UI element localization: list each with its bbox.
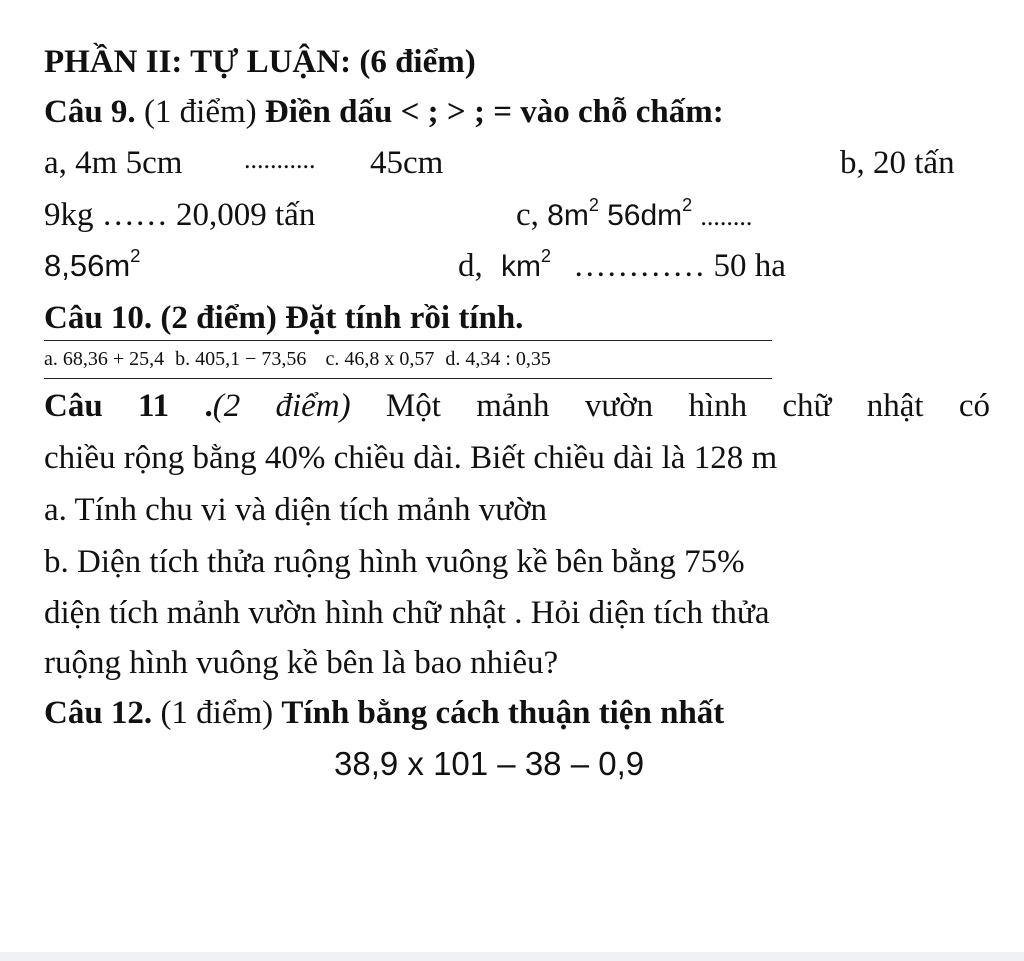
q9-c-answer-base: 8,56m: [44, 248, 131, 283]
q9-d-base: km: [501, 250, 541, 283]
q11-line4: b. Diện tích thửa ruộng hình vuông kề bên bằng 75%: [44, 544, 745, 580]
q10-item-c: c. 46,8 x 0,57: [325, 348, 435, 370]
q9-c-exp2: 2: [682, 195, 693, 216]
q9-heading: [44, 96, 724, 129]
q9-c-answer-exp: 2: [130, 244, 141, 266]
q9-d-dots: …………: [573, 248, 706, 284]
q11-line3: a. Tính chu vi và diện tích mảnh vườn: [44, 492, 548, 528]
q9-d-exp: 2: [541, 246, 552, 267]
page-bottom-band: [0, 952, 1024, 961]
q9-c: [516, 195, 753, 233]
q11-label: Câu 11 .: [44, 388, 213, 424]
q9-c-term2: [607, 195, 693, 232]
q11-line1-rest: Một mảnh vườn hình chữ nhật có: [385, 388, 990, 424]
q12-heading: [44, 697, 724, 730]
q12-label: Câu 12.: [44, 695, 153, 731]
q12-points: (1 điểm): [160, 695, 274, 731]
q10-heading: Câu 10. (2 điểm) Đặt tính rồi tính.: [44, 300, 524, 336]
q12-expression: 38,9 x 101 – 38 – 0,9: [334, 745, 645, 782]
q9-d-value: 50 ha: [713, 248, 786, 284]
q9-d-prefix: d,: [458, 248, 483, 284]
q9-c-answer: [44, 244, 141, 283]
q9-c-exp1: 2: [588, 195, 599, 216]
q11-points: (2 điểm): [212, 388, 351, 424]
q9-c-base1: 8m: [547, 199, 589, 232]
q11-line6: ruộng hình vuông kề bên là bao nhiêu?: [44, 645, 559, 681]
q9-instruction: Điền dấu < ; > ; = vào chỗ chấm:: [264, 94, 724, 130]
q11-line2: chiều rộng bằng 40% chiều dài. Biết chiều dài là 128 m: [44, 440, 778, 476]
q12-instruction: Tính bằng cách thuận tiện nhất: [281, 695, 725, 731]
q9-a-value: 45cm: [370, 145, 444, 181]
q9-b-left: b, 20 tấn: [840, 145, 955, 181]
q10-item-b: b. 405,1 − 73,56: [175, 348, 307, 370]
q9-d-unit: [501, 246, 552, 283]
q10-calc-row: [44, 340, 772, 379]
q9-label: Câu 9.: [44, 94, 136, 130]
q9-c-prefix: c,: [516, 197, 539, 233]
q9-d: [458, 246, 786, 284]
q9-points: (1 điểm): [143, 94, 257, 130]
q9-a-left: a, 4m 5cm: [44, 145, 183, 181]
q10-item-a: a. 68,36 + 25,4: [44, 348, 165, 370]
q9-c-base2: 56dm: [607, 199, 683, 232]
q11-line5: diện tích mảnh vườn hình chữ nhật . Hỏi diện tích thửa: [44, 595, 770, 631]
q9-b-right: 9kg …… 20,009 tấn: [44, 197, 316, 233]
part-title: PHẦN II: TỰ LUẬN: (6 điểm): [44, 44, 476, 80]
q9-c-dots: ........: [700, 202, 753, 231]
q9-c-term1: [547, 195, 599, 232]
q10-item-d: d. 4,34 : 0,35: [445, 348, 551, 370]
q11-line1: [44, 390, 990, 423]
q9-a-dots: ...........: [244, 145, 316, 174]
